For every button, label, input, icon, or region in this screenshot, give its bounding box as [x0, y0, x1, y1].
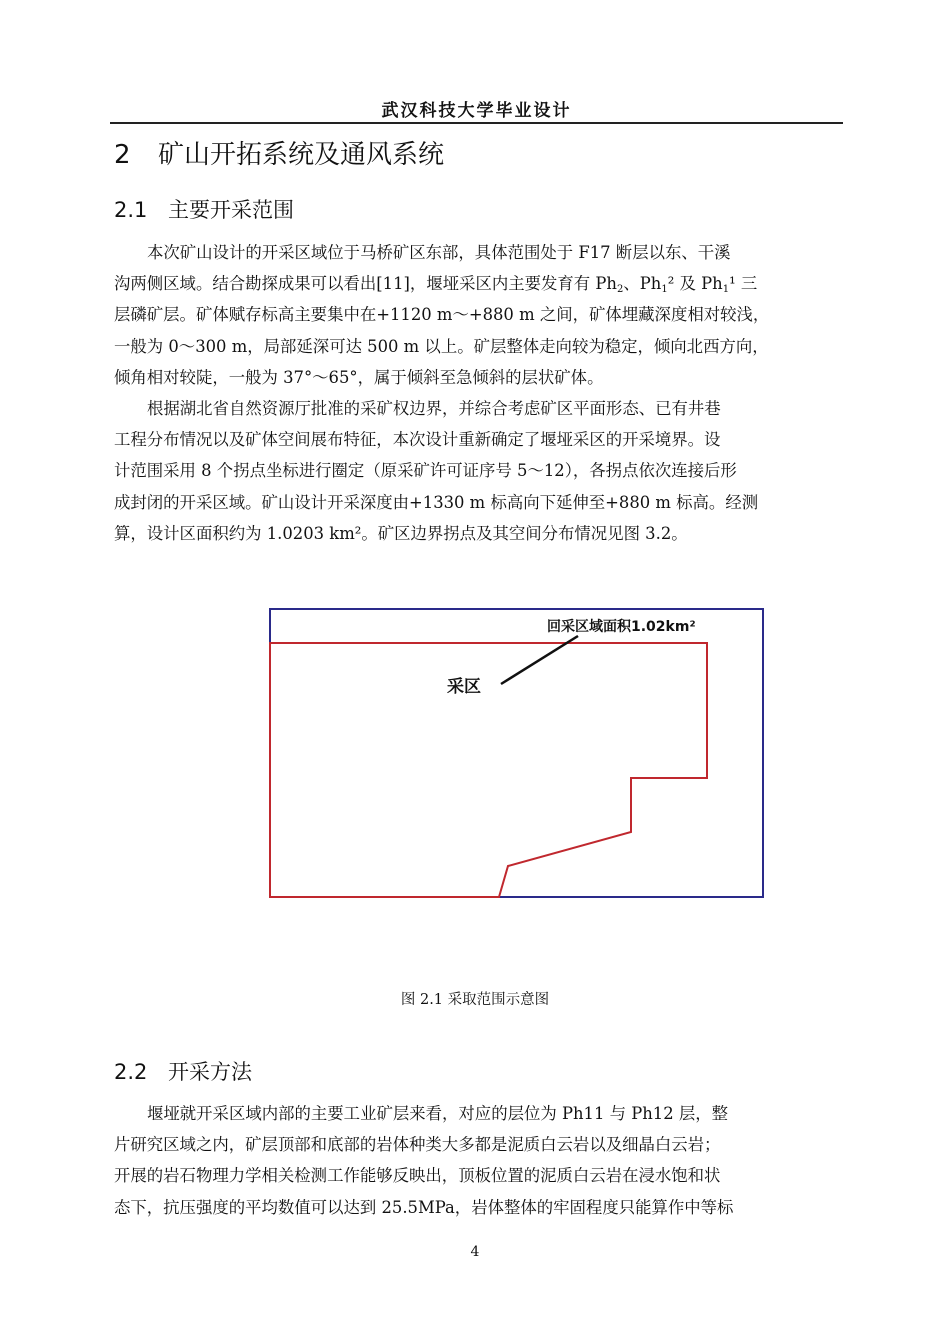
paragraph-line: 计范围采用 8 个拐点坐标进行圈定（原采矿许可证序号 5～12），各拐点依次连接后形: [114, 461, 737, 481]
paragraph-line: 成封闭的开采区域。矿山设计开采深度由+1330 m 标高向下延伸至+880 m 标高。经测: [114, 492, 759, 512]
paragraph-line: 态下，抗压强度的平均数值可以达到 25.5MPa，岩体整体的牢固程度只能算作中等标: [114, 1197, 734, 1217]
paragraph-mining-method: [114, 1098, 847, 1223]
paragraph-line: 片研究区域之内，矿层顶部和底部的岩体种类大多都是泥质白云岩以及细晶白云岩；: [114, 1135, 721, 1155]
paragraph-line: 一般为 0～300 m，局部延深可达 500 m 以上。矿层整体走向较为稳定，倾向北西方向，: [114, 336, 769, 356]
section-heading-2-1: [114, 194, 294, 224]
section-heading-2-2: [114, 1056, 252, 1086]
figure-caption: 图 2.1 采取范围示意图: [400, 992, 550, 1008]
chapter-title: 矿山开拓系统及通风系统: [158, 140, 445, 170]
section-number: 2.2: [114, 1060, 148, 1084]
header-rule: [110, 122, 843, 124]
paragraph-line: 开展的岩石物理力学相关检测工作能够反映出，顶板位置的泥质白云岩在浸水饱和状: [114, 1166, 721, 1186]
section-number: 2.1: [114, 198, 148, 222]
zone-label: 采区: [447, 677, 481, 697]
paragraph-line: 层磷矿层。矿体赋存标高主要集中在+1120 m～+880 m 之间，矿体埋藏深度相对较浅，: [114, 305, 770, 325]
area-label: 回采区域面积1.02km²: [547, 619, 696, 635]
mining-area-map: [266, 605, 769, 903]
chapter-number: 2: [114, 140, 131, 170]
page-header: 武汉科技大学毕业设计: [381, 101, 572, 121]
paragraph-boundary: [114, 393, 847, 549]
paragraph-mining-range: [114, 237, 847, 393]
chapter-heading: [114, 134, 444, 171]
outer-boundary: [270, 609, 763, 897]
page-number: 4: [470, 1244, 480, 1260]
paragraph-line: 根据湖北省自然资源厅批准的采矿权边界，并综合考虑矿区平面形态、已有井巷: [147, 399, 721, 418]
paragraph-line: 工程分布情况以及矿体空间展布特征，本次设计重新确定了堰垭采区的开采境界。设: [114, 430, 721, 450]
paragraph-line: 算，设计区面积约为 1.0203 km²。矿区边界拐点及其空间分布情况见图 3.2。: [114, 523, 688, 543]
section-title: 主要开采范围: [168, 198, 294, 222]
section-title: 开采方法: [168, 1060, 252, 1084]
paragraph-line: 沟两侧区域。结合勘探成果可以看出[11]，堰垭采区内主要发育有 $Ph_2$、$Ph_1^2$ 及 $Ph_1^1$ 三: [114, 274, 758, 296]
mining-boundary: [270, 643, 707, 897]
mining-area-figure: [266, 605, 769, 903]
paragraph-line: 堰垭就开采区域内部的主要工业矿层来看，对应的层位为 Ph11 与 Ph12 层，整: [147, 1104, 729, 1123]
paragraph-line: 本次矿山设计的开采区域位于马桥矿区东部，具体范围处于 F17 断层以东、干溪: [147, 243, 731, 262]
paragraph-line: 倾角相对较陡，一般为 37°～65°，属于倾斜至急倾斜的层状矿体。: [114, 367, 604, 387]
